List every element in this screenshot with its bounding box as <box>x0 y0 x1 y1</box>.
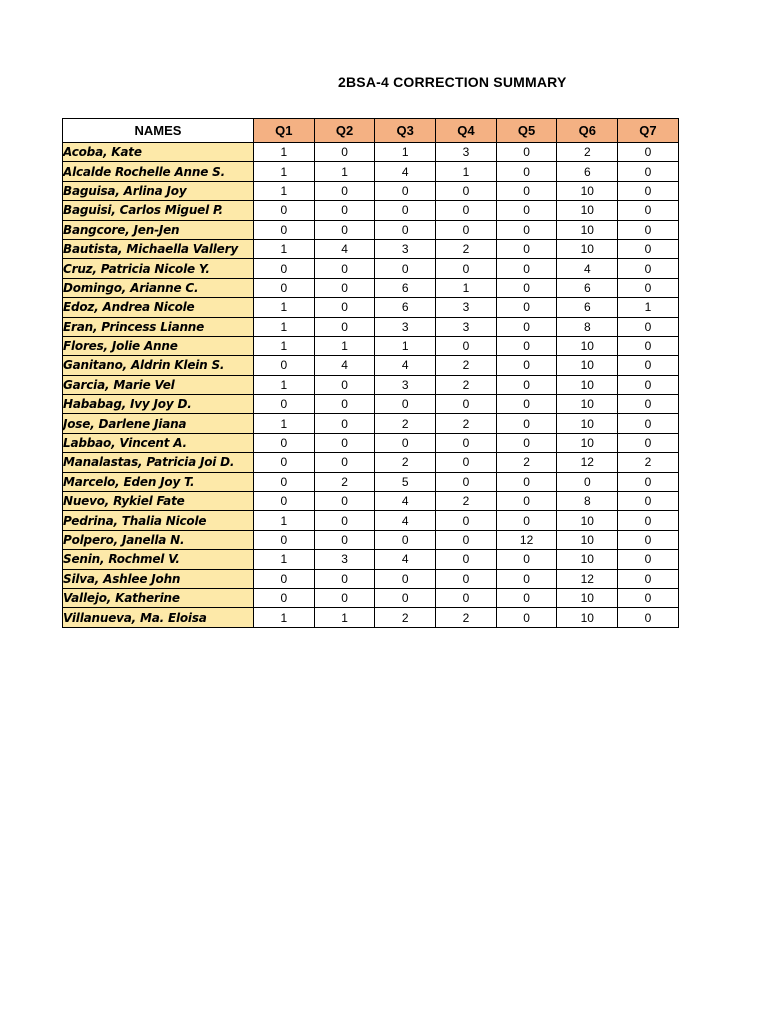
column-header-q3: Q3 <box>375 119 436 143</box>
score-cell-q3: 0 <box>375 530 436 549</box>
score-cell-q3: 0 <box>375 220 436 239</box>
table-row <box>63 298 679 317</box>
score-cell-q7: 0 <box>618 143 679 162</box>
correction-summary-table <box>62 118 679 628</box>
score-cell-q6: 10 <box>557 395 618 414</box>
student-name-cell: Bangcore, Jen-Jen <box>63 220 254 239</box>
score-cell-q4: 3 <box>436 317 497 336</box>
score-cell-q1: 1 <box>254 608 315 627</box>
score-cell-q3: 1 <box>375 336 436 355</box>
score-cell-q7: 0 <box>618 511 679 530</box>
score-cell-q5: 0 <box>496 278 557 297</box>
score-cell-q5: 0 <box>496 201 557 220</box>
score-cell-q1: 1 <box>254 143 315 162</box>
score-cell-q5: 0 <box>496 143 557 162</box>
score-cell-q1: 0 <box>254 588 315 607</box>
score-cell-q2: 0 <box>314 201 375 220</box>
score-cell-q1: 0 <box>254 492 315 511</box>
score-cell-q7: 0 <box>618 608 679 627</box>
score-cell-q1: 0 <box>254 278 315 297</box>
score-cell-q6: 10 <box>557 608 618 627</box>
score-cell-q7: 0 <box>618 395 679 414</box>
header-row <box>63 119 679 143</box>
table-row <box>63 356 679 375</box>
score-cell-q7: 0 <box>618 550 679 569</box>
student-name-cell: Polpero, Janella N. <box>63 530 254 549</box>
score-cell-q5: 0 <box>496 492 557 511</box>
column-header-names: NAMES <box>63 119 254 143</box>
score-cell-q5: 0 <box>496 395 557 414</box>
score-cell-q7: 0 <box>618 492 679 511</box>
score-cell-q2: 3 <box>314 550 375 569</box>
table-row <box>63 453 679 472</box>
table-row <box>63 550 679 569</box>
score-cell-q1: 0 <box>254 472 315 491</box>
score-cell-q1: 1 <box>254 298 315 317</box>
score-cell-q6: 10 <box>557 375 618 394</box>
score-cell-q1: 0 <box>254 433 315 452</box>
score-cell-q4: 1 <box>436 278 497 297</box>
score-cell-q3: 6 <box>375 278 436 297</box>
score-cell-q2: 0 <box>314 588 375 607</box>
score-cell-q2: 0 <box>314 414 375 433</box>
score-cell-q4: 0 <box>436 453 497 472</box>
score-cell-q5: 0 <box>496 239 557 258</box>
student-name-cell: Pedrina, Thalia Nicole <box>63 511 254 530</box>
table-row <box>63 588 679 607</box>
score-cell-q6: 10 <box>557 220 618 239</box>
score-cell-q4: 2 <box>436 356 497 375</box>
column-header-q2: Q2 <box>314 119 375 143</box>
score-cell-q3: 0 <box>375 259 436 278</box>
score-cell-q5: 0 <box>496 356 557 375</box>
score-cell-q3: 4 <box>375 550 436 569</box>
score-cell-q4: 0 <box>436 530 497 549</box>
score-cell-q4: 0 <box>436 588 497 607</box>
score-cell-q1: 0 <box>254 220 315 239</box>
score-cell-q2: 0 <box>314 181 375 200</box>
table-row <box>63 569 679 588</box>
score-cell-q4: 0 <box>436 336 497 355</box>
score-cell-q3: 2 <box>375 453 436 472</box>
score-cell-q7: 0 <box>618 181 679 200</box>
student-name-cell: Edoz, Andrea Nicole <box>63 298 254 317</box>
score-cell-q6: 2 <box>557 143 618 162</box>
table-row <box>63 433 679 452</box>
score-cell-q4: 2 <box>436 492 497 511</box>
student-name-cell: Baguisa, Arlina Joy <box>63 181 254 200</box>
score-cell-q1: 1 <box>254 162 315 181</box>
table-row <box>63 336 679 355</box>
student-name-cell: Eran, Princess Lianne <box>63 317 254 336</box>
score-cell-q4: 0 <box>436 550 497 569</box>
score-cell-q6: 10 <box>557 239 618 258</box>
score-cell-q2: 4 <box>314 239 375 258</box>
score-cell-q3: 0 <box>375 433 436 452</box>
student-name-cell: Villanueva, Ma. Eloisa <box>63 608 254 627</box>
score-cell-q5: 0 <box>496 317 557 336</box>
score-cell-q7: 0 <box>618 239 679 258</box>
score-cell-q4: 2 <box>436 414 497 433</box>
score-cell-q6: 0 <box>557 472 618 491</box>
score-cell-q5: 0 <box>496 220 557 239</box>
table-row <box>63 414 679 433</box>
score-cell-q5: 0 <box>496 550 557 569</box>
student-name-cell: Garcia, Marie Vel <box>63 375 254 394</box>
score-cell-q2: 0 <box>314 220 375 239</box>
student-name-cell: Manalastas, Patricia Joi D. <box>63 453 254 472</box>
score-cell-q3: 4 <box>375 356 436 375</box>
score-cell-q5: 0 <box>496 511 557 530</box>
score-cell-q4: 0 <box>436 201 497 220</box>
score-cell-q6: 4 <box>557 259 618 278</box>
score-cell-q6: 10 <box>557 530 618 549</box>
score-cell-q3: 6 <box>375 298 436 317</box>
score-cell-q1: 0 <box>254 530 315 549</box>
score-cell-q1: 1 <box>254 317 315 336</box>
score-cell-q1: 0 <box>254 395 315 414</box>
score-cell-q1: 1 <box>254 414 315 433</box>
score-cell-q4: 2 <box>436 375 497 394</box>
score-cell-q3: 3 <box>375 375 436 394</box>
table-row <box>63 317 679 336</box>
score-cell-q1: 0 <box>254 356 315 375</box>
score-cell-q7: 0 <box>618 220 679 239</box>
score-cell-q6: 6 <box>557 278 618 297</box>
score-cell-q7: 0 <box>618 201 679 220</box>
student-name-cell: Jose, Darlene Jiana <box>63 414 254 433</box>
student-name-cell: Flores, Jolie Anne <box>63 336 254 355</box>
score-cell-q5: 0 <box>496 162 557 181</box>
score-cell-q7: 0 <box>618 375 679 394</box>
score-cell-q7: 0 <box>618 162 679 181</box>
student-name-cell: Labbao, Vincent A. <box>63 433 254 452</box>
score-cell-q6: 10 <box>557 336 618 355</box>
student-name-cell: Hababag, Ivy Joy D. <box>63 395 254 414</box>
score-cell-q7: 0 <box>618 588 679 607</box>
score-cell-q1: 0 <box>254 569 315 588</box>
score-cell-q5: 0 <box>496 375 557 394</box>
score-cell-q4: 0 <box>436 472 497 491</box>
score-cell-q6: 10 <box>557 356 618 375</box>
score-cell-q3: 3 <box>375 317 436 336</box>
score-cell-q4: 3 <box>436 298 497 317</box>
page-title: 2BSA-4 CORRECTION SUMMARY <box>338 74 567 90</box>
table-row <box>63 143 679 162</box>
column-header-q6: Q6 <box>557 119 618 143</box>
score-cell-q4: 0 <box>436 181 497 200</box>
score-cell-q4: 0 <box>436 511 497 530</box>
student-name-cell: Domingo, Arianne C. <box>63 278 254 297</box>
score-cell-q2: 0 <box>314 375 375 394</box>
score-cell-q2: 1 <box>314 162 375 181</box>
score-cell-q2: 0 <box>314 298 375 317</box>
student-name-cell: Alcalde Rochelle Anne S. <box>63 162 254 181</box>
score-cell-q5: 0 <box>496 259 557 278</box>
table-row <box>63 220 679 239</box>
column-header-q1: Q1 <box>254 119 315 143</box>
score-cell-q7: 0 <box>618 336 679 355</box>
score-cell-q7: 1 <box>618 298 679 317</box>
score-cell-q6: 10 <box>557 588 618 607</box>
score-cell-q5: 0 <box>496 433 557 452</box>
score-cell-q5: 0 <box>496 181 557 200</box>
table-row <box>63 239 679 258</box>
score-cell-q6: 12 <box>557 453 618 472</box>
score-cell-q6: 10 <box>557 433 618 452</box>
score-cell-q3: 4 <box>375 162 436 181</box>
score-cell-q7: 2 <box>618 453 679 472</box>
score-cell-q7: 0 <box>618 530 679 549</box>
table-row <box>63 375 679 394</box>
table-row <box>63 530 679 549</box>
score-cell-q3: 1 <box>375 143 436 162</box>
score-cell-q7: 0 <box>618 356 679 375</box>
student-name-cell: Senin, Rochmel V. <box>63 550 254 569</box>
score-cell-q3: 0 <box>375 588 436 607</box>
score-cell-q4: 0 <box>436 569 497 588</box>
score-cell-q6: 10 <box>557 550 618 569</box>
score-cell-q2: 0 <box>314 453 375 472</box>
score-cell-q2: 2 <box>314 472 375 491</box>
table-row <box>63 259 679 278</box>
score-cell-q4: 0 <box>436 433 497 452</box>
score-cell-q5: 0 <box>496 608 557 627</box>
table-row <box>63 278 679 297</box>
score-cell-q1: 0 <box>254 453 315 472</box>
score-cell-q2: 0 <box>314 492 375 511</box>
score-cell-q3: 0 <box>375 395 436 414</box>
table-row <box>63 492 679 511</box>
score-cell-q6: 12 <box>557 569 618 588</box>
score-cell-q7: 0 <box>618 472 679 491</box>
score-cell-q1: 1 <box>254 336 315 355</box>
score-cell-q1: 1 <box>254 239 315 258</box>
score-cell-q7: 0 <box>618 569 679 588</box>
table-row <box>63 181 679 200</box>
score-cell-q2: 0 <box>314 278 375 297</box>
score-cell-q2: 1 <box>314 608 375 627</box>
score-cell-q4: 1 <box>436 162 497 181</box>
score-cell-q2: 0 <box>314 317 375 336</box>
score-cell-q6: 6 <box>557 298 618 317</box>
student-name-cell: Silva, Ashlee John <box>63 569 254 588</box>
score-cell-q7: 0 <box>618 317 679 336</box>
score-cell-q2: 0 <box>314 511 375 530</box>
score-cell-q7: 0 <box>618 259 679 278</box>
score-cell-q3: 0 <box>375 181 436 200</box>
score-cell-q1: 1 <box>254 511 315 530</box>
score-cell-q5: 0 <box>496 588 557 607</box>
student-name-cell: Marcelo, Eden Joy T. <box>63 472 254 491</box>
student-name-cell: Cruz, Patricia Nicole Y. <box>63 259 254 278</box>
score-cell-q3: 2 <box>375 414 436 433</box>
score-cell-q4: 2 <box>436 239 497 258</box>
column-header-q4: Q4 <box>436 119 497 143</box>
score-cell-q1: 0 <box>254 259 315 278</box>
score-cell-q3: 0 <box>375 201 436 220</box>
score-cell-q2: 0 <box>314 569 375 588</box>
score-cell-q2: 1 <box>314 336 375 355</box>
score-cell-q5: 0 <box>496 336 557 355</box>
student-name-cell: Nuevo, Rykiel Fate <box>63 492 254 511</box>
score-cell-q1: 1 <box>254 375 315 394</box>
score-cell-q4: 0 <box>436 395 497 414</box>
column-header-q5: Q5 <box>496 119 557 143</box>
score-cell-q3: 4 <box>375 492 436 511</box>
score-cell-q5: 0 <box>496 414 557 433</box>
score-cell-q2: 0 <box>314 259 375 278</box>
score-cell-q1: 1 <box>254 550 315 569</box>
table-row <box>63 201 679 220</box>
score-cell-q4: 2 <box>436 608 497 627</box>
score-cell-q4: 3 <box>436 143 497 162</box>
score-cell-q7: 0 <box>618 433 679 452</box>
score-cell-q3: 5 <box>375 472 436 491</box>
student-name-cell: Acoba, Kate <box>63 143 254 162</box>
score-cell-q4: 0 <box>436 259 497 278</box>
score-cell-q5: 2 <box>496 453 557 472</box>
score-cell-q6: 6 <box>557 162 618 181</box>
score-cell-q6: 10 <box>557 201 618 220</box>
score-cell-q2: 0 <box>314 143 375 162</box>
table-body <box>63 143 679 628</box>
score-cell-q2: 0 <box>314 530 375 549</box>
score-cell-q7: 0 <box>618 414 679 433</box>
score-cell-q6: 8 <box>557 317 618 336</box>
score-cell-q1: 0 <box>254 201 315 220</box>
student-name-cell: Bautista, Michaella Vallery <box>63 239 254 258</box>
table-row <box>63 395 679 414</box>
score-cell-q6: 10 <box>557 414 618 433</box>
table-row <box>63 511 679 530</box>
score-cell-q6: 10 <box>557 181 618 200</box>
column-header-q7: Q7 <box>618 119 679 143</box>
score-cell-q3: 2 <box>375 608 436 627</box>
score-cell-q3: 0 <box>375 569 436 588</box>
score-cell-q2: 0 <box>314 433 375 452</box>
score-cell-q4: 0 <box>436 220 497 239</box>
table-row <box>63 472 679 491</box>
student-name-cell: Vallejo, Katherine <box>63 588 254 607</box>
score-cell-q6: 8 <box>557 492 618 511</box>
student-name-cell: Ganitano, Aldrin Klein S. <box>63 356 254 375</box>
table-row <box>63 162 679 181</box>
score-cell-q1: 1 <box>254 181 315 200</box>
table-row <box>63 608 679 627</box>
score-cell-q3: 4 <box>375 511 436 530</box>
score-cell-q5: 0 <box>496 298 557 317</box>
score-cell-q3: 3 <box>375 239 436 258</box>
score-cell-q7: 0 <box>618 278 679 297</box>
score-cell-q6: 10 <box>557 511 618 530</box>
score-cell-q2: 0 <box>314 395 375 414</box>
score-cell-q5: 0 <box>496 569 557 588</box>
score-cell-q5: 12 <box>496 530 557 549</box>
score-cell-q5: 0 <box>496 472 557 491</box>
score-cell-q2: 4 <box>314 356 375 375</box>
student-name-cell: Baguisi, Carlos Miguel P. <box>63 201 254 220</box>
